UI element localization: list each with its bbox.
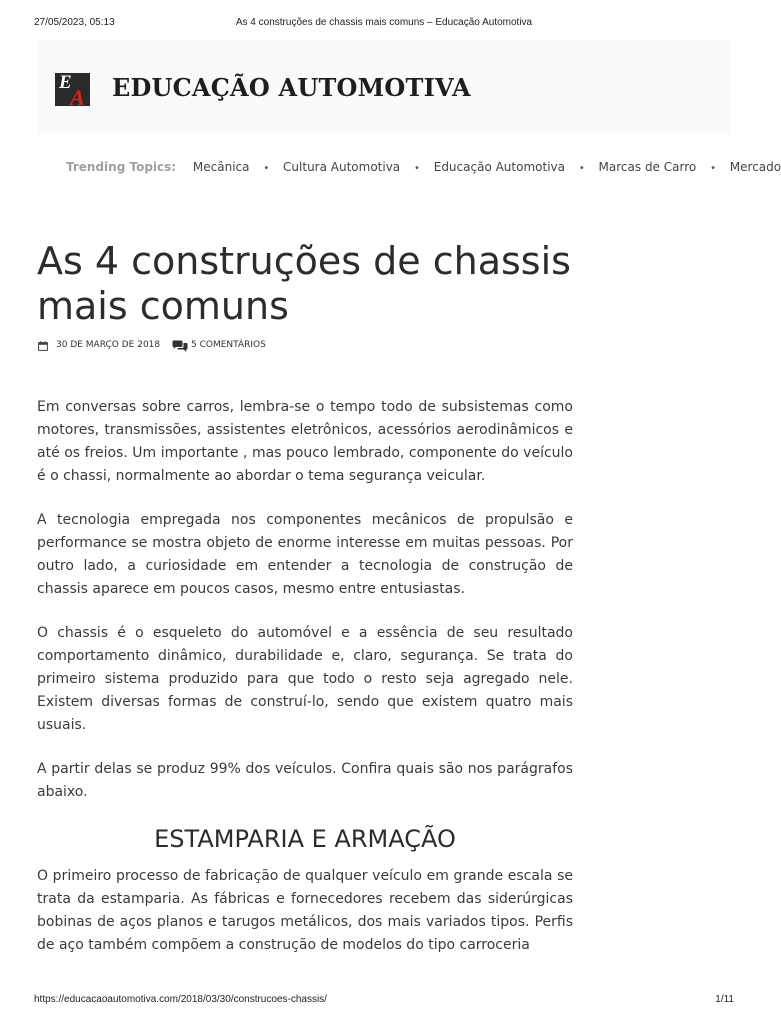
print-footer (0, 994, 768, 1008)
print-page-number: 1/11 (715, 994, 734, 1005)
site-title[interactable]: EDUCAÇÃO AUTOMOTIVA (112, 73, 471, 102)
site-header (38, 40, 731, 135)
logo-letter-a: A (70, 85, 85, 110)
article-paragraph: O primeiro processo de fabricação de qualquer veículo em grande escala se trata da estamparia. As fábricas e fornecedores recebem das siderúrgicas bobinas de aços planos e tarugos metálicos, dos mais variados tipos. Perfis de aço também compõem a construção de modelos do tipo carroceria (37, 868, 573, 953)
article-paragraph: O chassis é o esqueleto do automóvel e a essência de seu resultado comportamento dinâmico, durabilidade e, claro, segurança. Se trata do primeiro sistema produzido para que todo o resto seja agregado nele. Existem diversas formas de construí-lo, sendo que existem quatro mais usuais. (37, 625, 573, 733)
site-logo[interactable] (55, 72, 90, 110)
trending-separator: • (578, 163, 585, 174)
article-date[interactable]: 30 DE MARÇO DE 2018 (56, 340, 161, 350)
article-body (37, 396, 573, 953)
trending-topics (66, 160, 781, 176)
trending-link-educacao-automotiva[interactable]: Educação Automotiva (433, 160, 565, 174)
print-header (0, 17, 768, 31)
trending-separator: • (710, 163, 716, 174)
section-text-clip (37, 865, 573, 953)
article-paragraph: Em conversas sobre carros, lembra-se o tempo todo de subsistemas como motores, transmissões, assistentes eletrônicos, acessórios aerodinâmicos e até os freios. Um importante , mas pouco lembrado, componente do veículo é o chassi, normalmente ao abordar o tema segurança veicular. (37, 399, 573, 484)
trending-link-mercado[interactable]: Mercado (729, 160, 781, 174)
article-paragraph: A tecnologia empregada nos componentes mecânicos de propulsão e performance se mostra objeto de enorme interesse em muitas pessoas. Por outro lado, a curiosidade em entender a tecnologia de construção de chassis aparece em poucos casos, mesmo entre entusiastas. (37, 512, 573, 597)
trending-label: Trending Topics: (66, 160, 177, 174)
print-url: https://educacaoautomotiva.com/2018/03/30/construcoes-chassis/ (34, 994, 327, 1005)
logo-letter-e: E (59, 72, 72, 93)
trending-separator: • (263, 163, 270, 174)
trending-link-marcas-de-carro[interactable]: Marcas de Carro (598, 160, 697, 174)
section-heading: ESTAMPARIA E ARMAÇÃO (154, 825, 456, 853)
trending-separator: • (414, 163, 420, 174)
print-datetime: 27/05/2023, 05:13 (34, 17, 115, 28)
comments-icon (172, 340, 188, 353)
article-title: As 4 construções de chassis mais comuns (37, 239, 571, 328)
calendar-icon (38, 341, 48, 351)
article-comments-link[interactable]: 5 COMENTÁRIOS (191, 340, 266, 350)
article-paragraph: A partir delas se produz 99% dos veículos. Confira quais são nos parágrafos abaixo. (37, 761, 573, 800)
trending-link-mecanica[interactable]: Mecânica (192, 160, 250, 174)
trending-link-cultura-automotiva[interactable]: Cultura Automotiva (283, 160, 401, 174)
print-page-title: As 4 construções de chassis mais comuns – Educação Automotiva (235, 17, 533, 28)
